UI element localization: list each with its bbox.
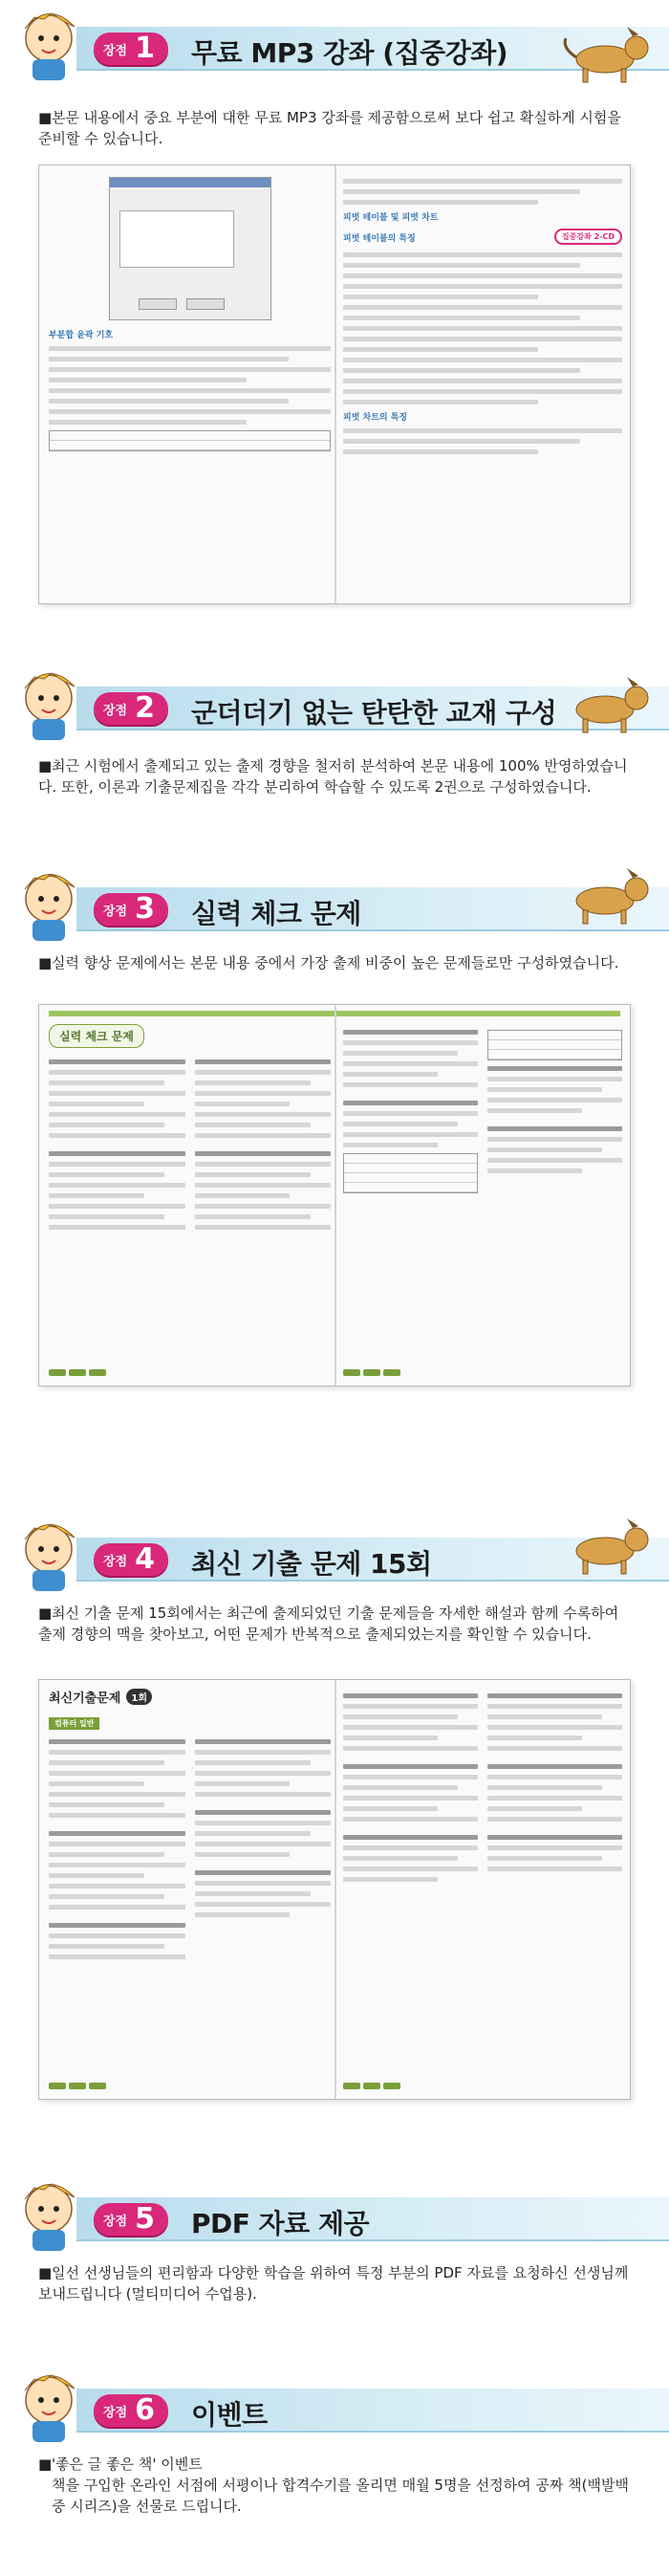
text-line bbox=[343, 1806, 438, 1811]
text-line bbox=[49, 1091, 185, 1096]
description-detail: 책을 구입한 온라인 서점에 서평이나 합격수기를 올리면 매월 5명을 선정하여 공짜 책(백발백중 시리즈)을 선물로 드립니다. bbox=[52, 2477, 629, 2515]
text-line bbox=[49, 1771, 185, 1776]
text-line bbox=[195, 1821, 332, 1825]
sample-page-right bbox=[343, 1024, 622, 1378]
text-line bbox=[49, 1792, 185, 1797]
text-line bbox=[49, 1059, 185, 1064]
bullet-icon: ■ bbox=[38, 757, 53, 775]
text-line bbox=[195, 1112, 332, 1117]
mascot-icon bbox=[6, 2171, 92, 2257]
text-line bbox=[343, 1143, 438, 1147]
text-line bbox=[195, 1771, 332, 1776]
text-line bbox=[487, 1845, 622, 1850]
dog-icon bbox=[552, 19, 658, 86]
badge-number: 6 bbox=[135, 2393, 155, 2427]
data-table bbox=[343, 1153, 478, 1193]
badge-number: 1 bbox=[135, 32, 155, 65]
text-line bbox=[49, 1884, 185, 1888]
text-line bbox=[343, 316, 580, 320]
badge-word: 장점 bbox=[103, 2214, 128, 2229]
text-line bbox=[195, 1781, 291, 1786]
text-line bbox=[49, 1123, 164, 1127]
text-line bbox=[343, 358, 622, 362]
page-tags bbox=[49, 1369, 106, 1376]
text-line bbox=[49, 1905, 185, 1910]
text-line bbox=[343, 1845, 478, 1850]
text-line bbox=[487, 1746, 622, 1751]
badge-word: 장점 bbox=[103, 1554, 128, 1569]
text-line bbox=[195, 1193, 291, 1198]
text-line bbox=[487, 1108, 582, 1113]
badge-word: 장점 bbox=[103, 43, 128, 58]
mascot-icon bbox=[6, 0, 92, 86]
text-line bbox=[49, 1183, 185, 1188]
text-line bbox=[487, 1785, 602, 1790]
text-line bbox=[195, 1902, 332, 1907]
description-text: 최신 기출 문제 15회에서는 최근에 출제되었던 기출 문제들을 자세한 해설과 함께 수록하여 출제 경향의 맥을 찾아보고, 어떤 문제가 반복적으로 출제되었는지를 확인할 수 있습니다. bbox=[38, 1605, 619, 1643]
text-line bbox=[195, 1750, 332, 1755]
text-line bbox=[487, 1147, 602, 1152]
text-line bbox=[343, 1775, 478, 1779]
text-line bbox=[49, 1873, 144, 1878]
section-title: 최신 기출 문제 15회 bbox=[191, 1548, 432, 1580]
section-title: 무료 MP3 강좌 (집중강좌) bbox=[191, 37, 508, 69]
text-line bbox=[195, 1225, 332, 1230]
dog-icon bbox=[552, 1511, 658, 1578]
text-line bbox=[195, 1852, 291, 1857]
text-line bbox=[487, 1158, 622, 1163]
text-line bbox=[49, 388, 331, 393]
sample-book-1 bbox=[38, 164, 631, 604]
text-line bbox=[343, 347, 538, 352]
sample-page-left bbox=[49, 1024, 331, 1378]
badge bbox=[94, 2394, 168, 2427]
text-line bbox=[195, 1133, 332, 1138]
bullet-icon: ■ bbox=[38, 954, 53, 971]
text-line bbox=[195, 1870, 332, 1875]
text-line bbox=[343, 1111, 478, 1116]
screenshot-dialog bbox=[109, 177, 271, 320]
text-line bbox=[343, 252, 622, 257]
text-line bbox=[487, 1796, 622, 1801]
sample-page-left bbox=[49, 173, 331, 596]
section-title: PDF 자료 제공 bbox=[191, 2208, 370, 2239]
text-line bbox=[49, 420, 247, 425]
text-line bbox=[49, 346, 331, 351]
text-line bbox=[195, 1151, 332, 1156]
section-description bbox=[38, 952, 631, 973]
section-description bbox=[38, 2454, 631, 2517]
text-line bbox=[49, 1102, 144, 1106]
dialog-titlebar bbox=[110, 178, 270, 187]
text-line bbox=[195, 1881, 332, 1886]
text-line bbox=[195, 1214, 311, 1219]
text-line bbox=[343, 326, 622, 331]
diagram-table bbox=[487, 1030, 622, 1060]
text-line bbox=[343, 1835, 478, 1840]
text-line bbox=[343, 428, 622, 433]
text-line bbox=[343, 1101, 478, 1105]
text-line bbox=[195, 1842, 332, 1846]
text-line bbox=[343, 439, 580, 444]
text-line bbox=[487, 1098, 622, 1102]
text-line bbox=[195, 1204, 332, 1209]
text-line bbox=[195, 1172, 311, 1177]
description-text: 일선 선생님들의 편리함과 다양한 학습을 위하여 특정 부분의 PDF 자료를 요청하신 선생님께 보내드립니다 (멀티미디어 수업용). bbox=[38, 2264, 629, 2303]
text-line bbox=[195, 1792, 332, 1797]
text-line bbox=[343, 400, 538, 404]
badge-word: 장점 bbox=[103, 2405, 128, 2420]
text-line bbox=[49, 1081, 164, 1085]
dog-icon bbox=[552, 669, 658, 736]
sample-book-4 bbox=[38, 1679, 631, 2100]
text-line bbox=[49, 1214, 164, 1219]
text-line bbox=[343, 273, 622, 278]
text-line bbox=[49, 357, 289, 361]
text-line bbox=[343, 1132, 478, 1137]
text-line bbox=[195, 1739, 332, 1744]
badge bbox=[94, 2203, 168, 2236]
text-line bbox=[343, 1051, 458, 1056]
book-spine bbox=[334, 1680, 336, 2099]
text-line bbox=[343, 263, 580, 268]
section-title: 실력 체크 문제 bbox=[191, 898, 361, 929]
book-spine bbox=[334, 165, 336, 603]
text-line bbox=[49, 1842, 185, 1846]
badge-number: 5 bbox=[135, 2202, 155, 2236]
badge-number: 4 bbox=[135, 1542, 155, 1576]
text-line bbox=[487, 1087, 602, 1092]
text-line bbox=[343, 379, 622, 383]
text-line bbox=[49, 1172, 164, 1177]
badge-word: 장점 bbox=[103, 904, 128, 919]
text-line bbox=[487, 1867, 622, 1871]
section-5-banner bbox=[0, 2190, 669, 2245]
text-line bbox=[195, 1760, 311, 1765]
text-line bbox=[343, 1746, 478, 1751]
text-line bbox=[343, 1817, 478, 1822]
text-line bbox=[195, 1891, 311, 1896]
text-line bbox=[343, 1877, 438, 1882]
text-line bbox=[343, 449, 538, 454]
text-line bbox=[195, 1831, 311, 1836]
text-line bbox=[49, 1225, 185, 1230]
text-line bbox=[343, 1736, 438, 1740]
page-tags bbox=[343, 2083, 400, 2089]
description-text: 본문 내용에서 중요 부분에 대한 무료 MP3 강좌를 제공함으로써 보다 쉽고 확실하게 시험을 준비할 수 있습니다. bbox=[38, 109, 621, 147]
check-title: 실력 체크 문제 bbox=[49, 1024, 144, 1048]
mascot-icon bbox=[6, 1511, 92, 1597]
text-line bbox=[487, 1066, 622, 1071]
section-description bbox=[38, 2262, 631, 2304]
section-6-banner bbox=[0, 2381, 669, 2436]
badge bbox=[94, 692, 168, 725]
text-line bbox=[195, 1091, 332, 1096]
exam-round: 1회 bbox=[126, 1689, 152, 1705]
text-line bbox=[195, 1081, 311, 1085]
text-line bbox=[49, 1112, 185, 1117]
text-line bbox=[49, 399, 289, 404]
badge bbox=[94, 1543, 168, 1576]
dialog-button bbox=[186, 298, 225, 310]
dialog-button bbox=[139, 298, 177, 310]
page-tags bbox=[49, 2083, 106, 2089]
exam-title: 최신기출문제 bbox=[49, 1692, 121, 1706]
text-line bbox=[49, 1781, 144, 1786]
description-text: 최근 시험에서 출제되고 있는 출제 경향을 철저히 분석하여 본문 내용에 100% 반영하였습니다. 또한, 이론과 기출문제집을 각각 분리하여 학습할 수 있도록 2권으로 구성하였습니다. bbox=[38, 757, 628, 796]
text-line bbox=[49, 1831, 185, 1836]
badge bbox=[94, 33, 168, 65]
text-line bbox=[487, 1856, 602, 1861]
text-line bbox=[49, 1151, 185, 1156]
text-line bbox=[49, 1863, 185, 1867]
section-description bbox=[38, 1603, 631, 1645]
mp3-chip: 집중강좌 2-CD bbox=[554, 229, 622, 245]
text-line bbox=[487, 1077, 622, 1081]
dialog-list bbox=[119, 210, 234, 268]
text-line bbox=[343, 1061, 478, 1066]
badge-number: 2 bbox=[135, 691, 155, 725]
text-line bbox=[343, 1072, 438, 1077]
text-line bbox=[343, 1714, 458, 1719]
text-line bbox=[343, 1122, 458, 1126]
mascot-icon bbox=[6, 2362, 92, 2448]
text-line bbox=[195, 1123, 311, 1127]
symbol-table bbox=[49, 430, 331, 451]
text-line bbox=[49, 1894, 164, 1899]
text-line bbox=[343, 1040, 478, 1045]
mascot-icon bbox=[6, 861, 92, 947]
mascot-icon bbox=[6, 660, 92, 746]
text-line bbox=[487, 1775, 622, 1779]
page-tags bbox=[343, 1369, 400, 1376]
text-line bbox=[195, 1810, 332, 1815]
text-line bbox=[49, 1162, 185, 1167]
badge-word: 장점 bbox=[103, 703, 128, 718]
text-line bbox=[343, 189, 580, 194]
section-description bbox=[38, 755, 631, 797]
text-line bbox=[195, 1183, 332, 1188]
sample-page-right bbox=[343, 1688, 622, 2091]
text-line bbox=[343, 1082, 478, 1087]
text-line bbox=[49, 1133, 185, 1138]
text-line bbox=[49, 1739, 185, 1744]
text-line bbox=[343, 1856, 458, 1861]
text-line bbox=[49, 1750, 185, 1755]
text-line bbox=[343, 295, 538, 299]
text-line bbox=[49, 1760, 164, 1765]
text-line bbox=[487, 1168, 582, 1173]
text-line bbox=[487, 1704, 622, 1709]
text-line bbox=[49, 1954, 185, 1959]
text-line bbox=[195, 1070, 332, 1075]
page-heading: 피벗 차트의 특징 bbox=[343, 413, 408, 423]
dog-icon bbox=[552, 861, 658, 928]
text-line bbox=[343, 179, 622, 184]
text-line bbox=[49, 378, 247, 382]
bullet-icon: ■ bbox=[38, 109, 53, 126]
subject-label: 컴퓨터 일반 bbox=[49, 1717, 99, 1730]
section-title: 이벤트 bbox=[191, 2399, 268, 2431]
text-line bbox=[343, 1693, 478, 1698]
text-line bbox=[343, 305, 622, 310]
text-line bbox=[49, 1852, 164, 1857]
section-description bbox=[38, 107, 631, 149]
text-line bbox=[49, 367, 331, 372]
section-title: 군더더기 없는 탄탄한 교재 구성 bbox=[191, 697, 557, 729]
text-line bbox=[49, 1813, 185, 1818]
text-line bbox=[487, 1817, 622, 1822]
text-line bbox=[343, 1030, 478, 1035]
text-line bbox=[195, 1059, 332, 1064]
text-line bbox=[49, 1193, 144, 1198]
text-line bbox=[487, 1835, 622, 1840]
text-line bbox=[195, 1102, 291, 1106]
text-line bbox=[49, 1923, 185, 1928]
badge-number: 3 bbox=[135, 892, 155, 926]
text-line bbox=[49, 1933, 185, 1938]
text-line bbox=[487, 1137, 622, 1142]
text-line bbox=[343, 1704, 478, 1709]
text-line bbox=[487, 1126, 622, 1131]
text-line bbox=[343, 368, 580, 373]
text-line bbox=[487, 1764, 622, 1769]
description-text: 실력 향상 문제에서는 본문 내용 중에서 가장 출제 비중이 높은 문제들로만 구성하였습니다. bbox=[52, 954, 619, 971]
text-line bbox=[195, 1912, 291, 1917]
bullet-icon: ■ bbox=[38, 2456, 53, 2473]
text-line bbox=[487, 1725, 622, 1730]
text-line bbox=[343, 1725, 478, 1730]
text-line bbox=[487, 1693, 622, 1698]
text-line bbox=[343, 1867, 478, 1871]
sample-book-3 bbox=[38, 1004, 631, 1386]
badge bbox=[94, 893, 168, 926]
text-line bbox=[343, 1785, 458, 1790]
book-spine bbox=[334, 1005, 336, 1386]
text-line bbox=[49, 1944, 164, 1949]
text-line bbox=[49, 1802, 164, 1807]
text-line bbox=[49, 1070, 185, 1075]
text-line bbox=[343, 284, 622, 289]
page-heading: 부분합 윤곽 기호 bbox=[49, 331, 114, 340]
text-line bbox=[343, 1764, 478, 1769]
description-text: '좋은 글 좋은 책' 이벤트 bbox=[52, 2456, 203, 2473]
text-line bbox=[487, 1714, 602, 1719]
text-line bbox=[195, 1162, 332, 1167]
text-line bbox=[343, 337, 622, 341]
page-heading: 피벗 테이블 및 피벗 차트 bbox=[343, 213, 439, 223]
text-line bbox=[343, 200, 538, 205]
text-line bbox=[487, 1806, 582, 1811]
text-line bbox=[343, 389, 622, 394]
bullet-icon: ■ bbox=[38, 2264, 53, 2281]
text-line bbox=[49, 1204, 185, 1209]
text-line bbox=[487, 1736, 582, 1740]
sample-page-right bbox=[343, 173, 622, 596]
bullet-icon: ■ bbox=[38, 1605, 53, 1622]
sample-page-left bbox=[49, 1688, 331, 2091]
page-heading: 피벗 테이블의 특징 bbox=[343, 234, 416, 244]
text-line bbox=[49, 409, 331, 414]
text-line bbox=[343, 1796, 478, 1801]
